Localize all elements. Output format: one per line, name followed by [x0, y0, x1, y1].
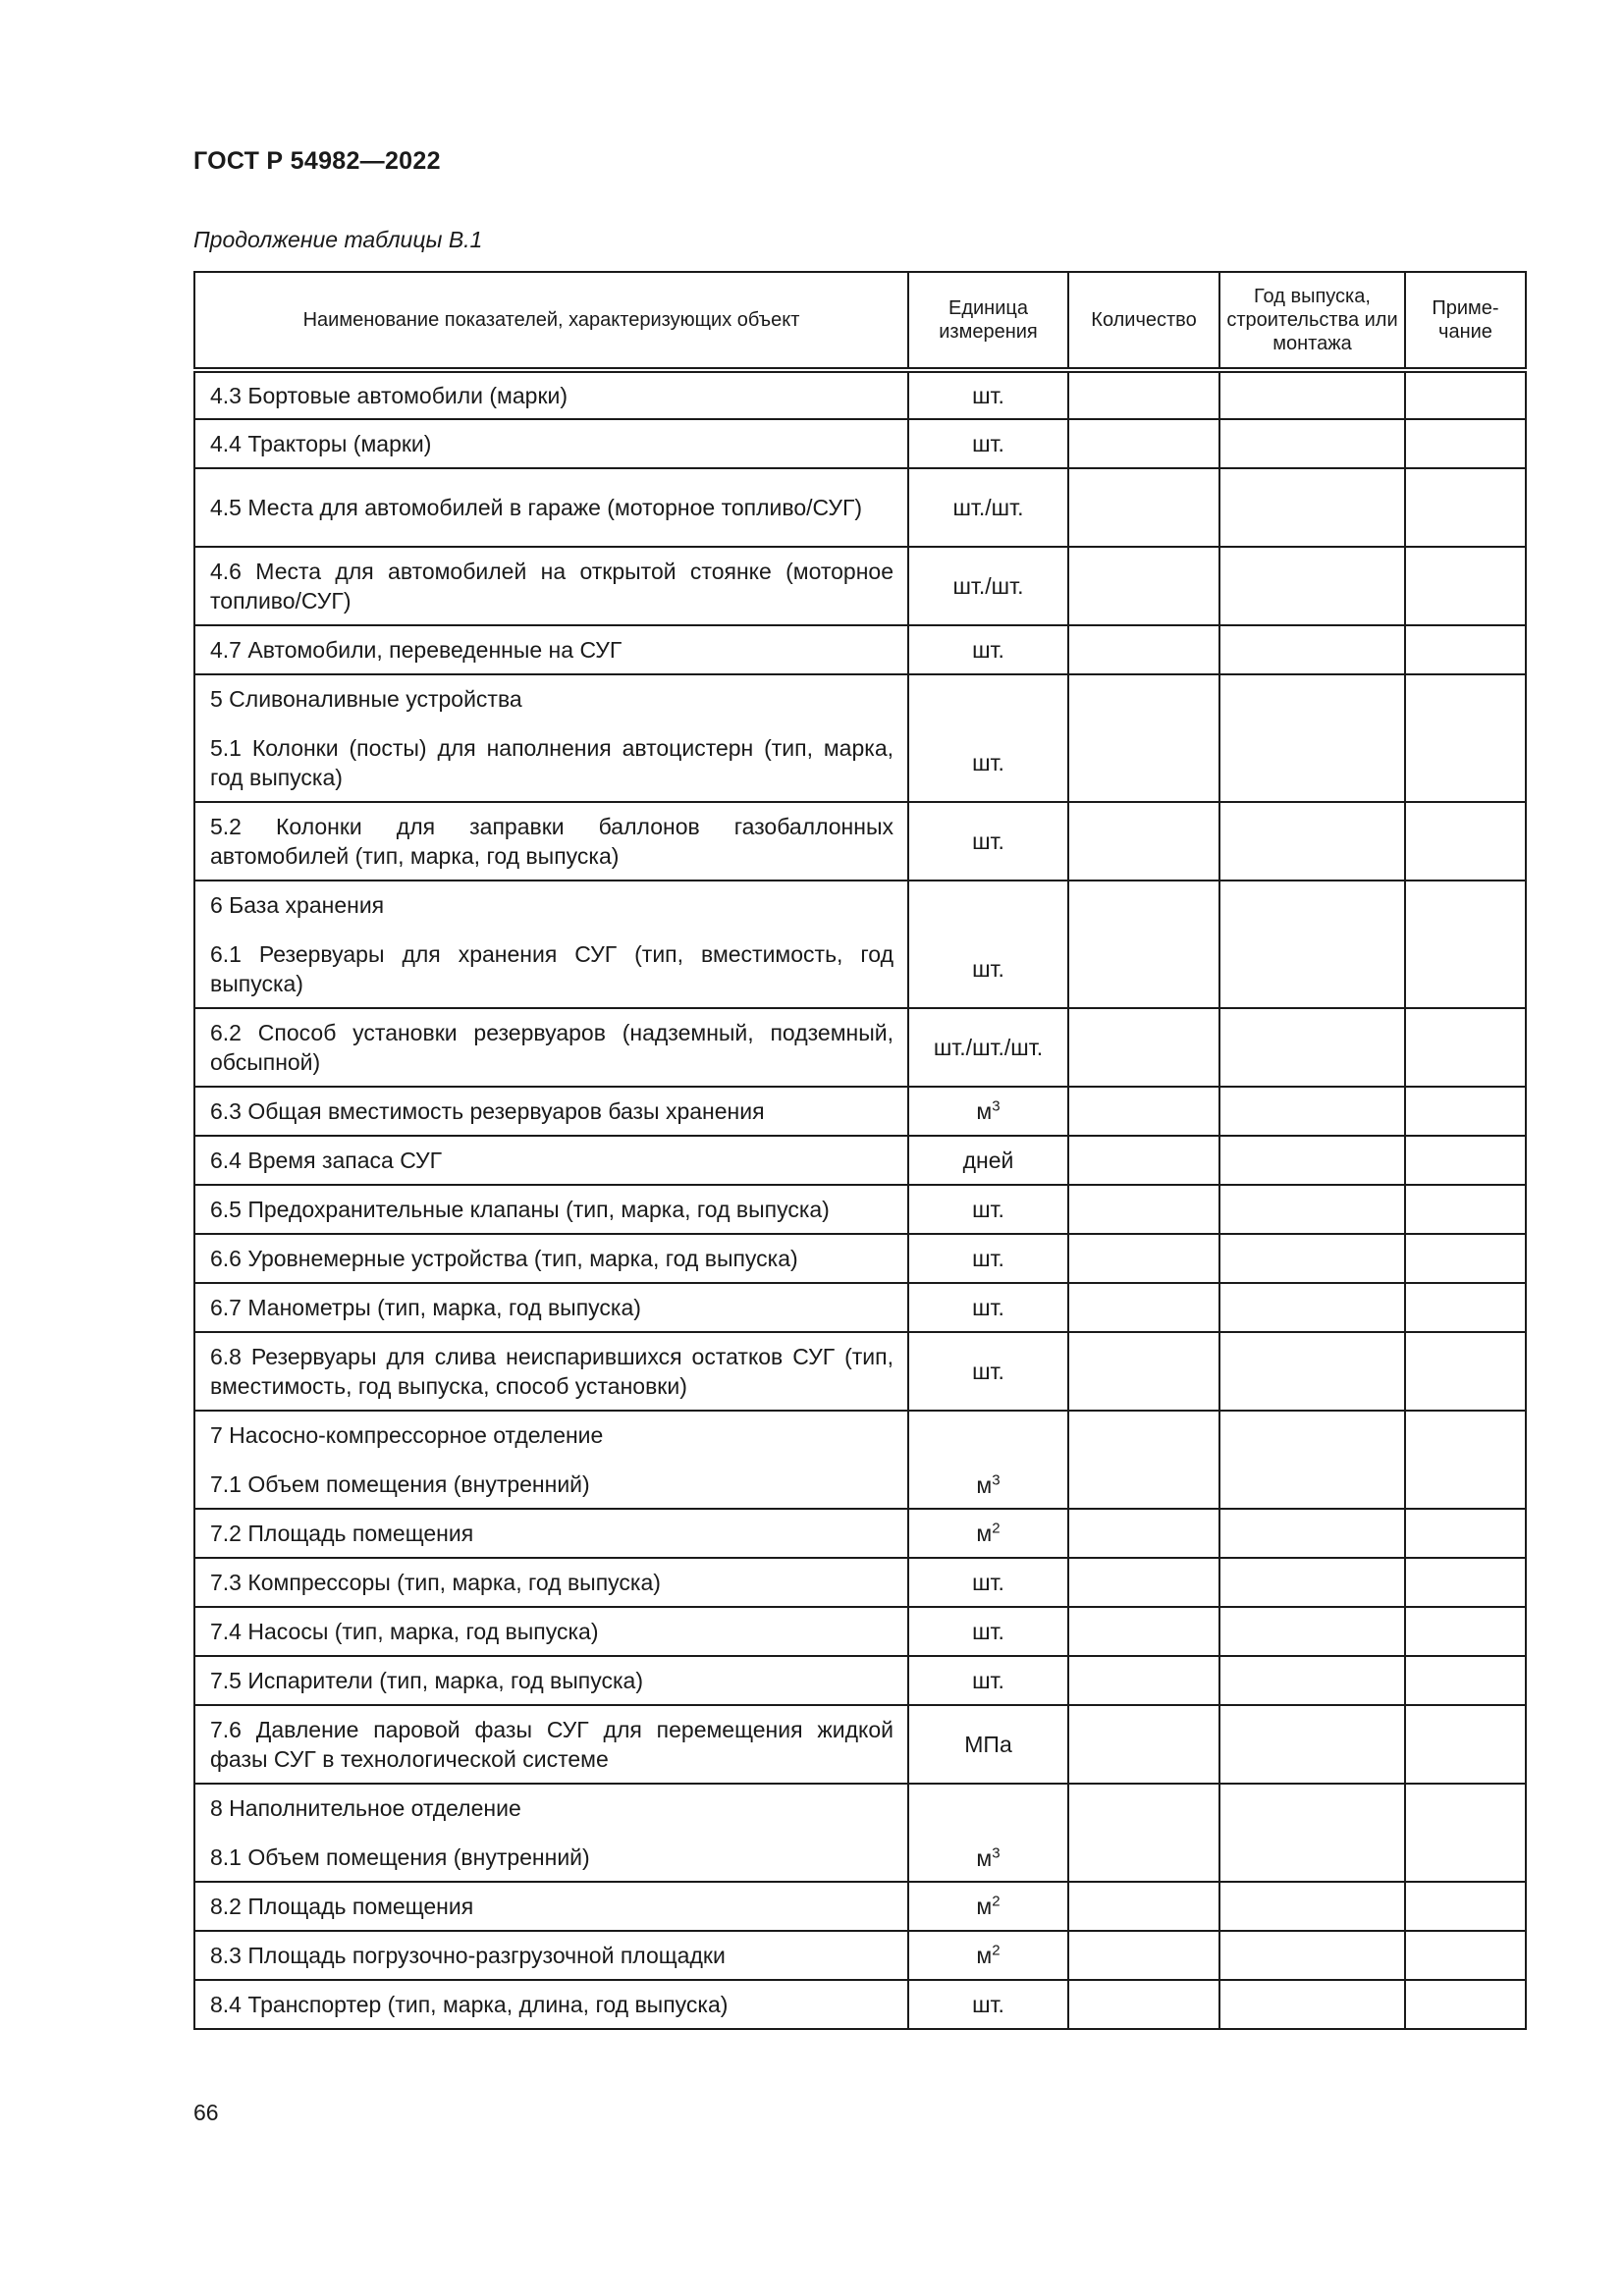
unit-exponent: 2	[992, 1520, 1001, 1537]
table-row	[194, 1332, 1526, 1411]
row-name: 4.5 Места для автомобилей в гараже (моторное топливо/СУГ)	[194, 468, 908, 547]
quantity-cell	[1068, 1705, 1219, 1784]
document-header: ГОСТ Р 54982—2022	[193, 147, 441, 175]
year-cell	[1219, 1136, 1405, 1185]
unit-base: м	[976, 1894, 993, 1919]
quantity-cell	[1068, 802, 1219, 881]
column-header-name: Наименование показателей, характеризующих объект	[194, 272, 908, 370]
table-row	[194, 1656, 1526, 1705]
quantity-cell	[1068, 1008, 1219, 1087]
note-cell	[1405, 547, 1526, 625]
table-header-row	[194, 272, 1526, 370]
table-row	[194, 419, 1526, 468]
note-cell	[1405, 1332, 1526, 1411]
row-name: 7.2 Площадь помещения	[194, 1509, 908, 1558]
quantity-cell	[1068, 1784, 1219, 1882]
row-name: 7.6 Давление паровой фазы СУГ для перемещения жидкой фазы СУГ в технологической системе	[194, 1705, 908, 1784]
note-cell	[1405, 1931, 1526, 1980]
quantity-cell	[1068, 1980, 1219, 2029]
table-row	[194, 370, 1526, 419]
row-unit	[908, 1784, 1068, 1882]
year-cell	[1219, 1411, 1405, 1509]
note-cell	[1405, 1008, 1526, 1087]
note-cell	[1405, 1087, 1526, 1136]
row-unit: шт./шт.	[908, 468, 1068, 547]
column-header-year: Год выпуска, строительства или монтажа	[1219, 272, 1405, 370]
row-name: 8.4 Транспортер (тип, марка, длина, год выпуска)	[194, 1980, 908, 2029]
quantity-cell	[1068, 1136, 1219, 1185]
table-row	[194, 1607, 1526, 1656]
year-cell	[1219, 1931, 1405, 1980]
row-name-text: 7.1 Объем помещения (внутренний)	[210, 1471, 590, 1497]
row-unit: шт.	[908, 1234, 1068, 1283]
section-title: 8 Наполнительное отделение	[210, 1795, 521, 1821]
quantity-cell	[1068, 1931, 1219, 1980]
unit-exponent: 3	[992, 1097, 1001, 1115]
row-name-text: 6.1 Резервуары для хранения СУГ (тип, вместимость, год выпуска)	[210, 941, 893, 996]
note-cell	[1405, 1980, 1526, 2029]
year-cell	[1219, 419, 1405, 468]
year-cell	[1219, 1607, 1405, 1656]
row-name	[194, 1411, 908, 1509]
column-header-note: Приме-чание	[1405, 272, 1526, 370]
row-unit	[908, 1087, 1068, 1136]
row-name: 6.8 Резервуары для слива неиспарившихся остатков СУГ (тип, вместимость, год выпуска, способ установки)	[194, 1332, 908, 1411]
table-row	[194, 1234, 1526, 1283]
note-cell	[1405, 1558, 1526, 1607]
row-unit	[908, 1882, 1068, 1931]
row-unit: шт.	[908, 1558, 1068, 1607]
table-row	[194, 802, 1526, 881]
table-row	[194, 547, 1526, 625]
year-cell	[1219, 1509, 1405, 1558]
unit-base: м	[976, 1943, 993, 1968]
note-cell	[1405, 1136, 1526, 1185]
row-name: 8.2 Площадь помещения	[194, 1882, 908, 1931]
row-name: 4.4 Тракторы (марки)	[194, 419, 908, 468]
table-row	[194, 1980, 1526, 2029]
note-cell	[1405, 419, 1526, 468]
row-unit: шт.	[908, 802, 1068, 881]
quantity-cell	[1068, 468, 1219, 547]
row-unit: шт.	[908, 1980, 1068, 2029]
row-unit: шт.	[908, 419, 1068, 468]
unit-base: м	[976, 1521, 993, 1546]
row-name: 4.3 Бортовые автомобили (марки)	[194, 370, 908, 419]
year-cell	[1219, 1283, 1405, 1332]
table-row	[194, 1558, 1526, 1607]
row-name: 6.3 Общая вместимость резервуаров базы хранения	[194, 1087, 908, 1136]
quantity-cell	[1068, 1185, 1219, 1234]
quantity-cell	[1068, 547, 1219, 625]
note-cell	[1405, 1607, 1526, 1656]
note-cell	[1405, 1283, 1526, 1332]
row-name: 7.4 Насосы (тип, марка, год выпуска)	[194, 1607, 908, 1656]
year-cell	[1219, 674, 1405, 802]
section-gap	[210, 714, 893, 733]
table-row	[194, 1882, 1526, 1931]
note-cell	[1405, 881, 1526, 1008]
quantity-cell	[1068, 1882, 1219, 1931]
table-row	[194, 1784, 1526, 1882]
row-name: 6.4 Время запаса СУГ	[194, 1136, 908, 1185]
row-unit: шт./шт.	[908, 547, 1068, 625]
row-unit: МПа	[908, 1705, 1068, 1784]
section-gap	[210, 1823, 893, 1842]
note-cell	[1405, 1234, 1526, 1283]
note-cell	[1405, 1411, 1526, 1509]
quantity-cell	[1068, 881, 1219, 1008]
year-cell	[1219, 1234, 1405, 1283]
table-caption: Продолжение таблицы В.1	[193, 227, 483, 252]
year-cell	[1219, 1980, 1405, 2029]
unit-base: м	[976, 1472, 993, 1498]
row-name-text: 5.1 Колонки (посты) для наполнения автоцистерн (тип, марка, год выпуска)	[210, 735, 893, 790]
quantity-cell	[1068, 1234, 1219, 1283]
quantity-cell	[1068, 370, 1219, 419]
row-name: 7.3 Компрессоры (тип, марка, год выпуска)	[194, 1558, 908, 1607]
unit-exponent: 2	[992, 1893, 1001, 1910]
table-row	[194, 1931, 1526, 1980]
note-cell	[1405, 1784, 1526, 1882]
table-row	[194, 1008, 1526, 1087]
quantity-cell	[1068, 1558, 1219, 1607]
note-cell	[1405, 802, 1526, 881]
year-cell	[1219, 1332, 1405, 1411]
row-name: 4.6 Места для автомобилей на открытой стоянке (моторное топливо/СУГ)	[194, 547, 908, 625]
table-row	[194, 1087, 1526, 1136]
row-unit: шт.	[908, 1332, 1068, 1411]
quantity-cell	[1068, 1411, 1219, 1509]
note-cell	[1405, 1509, 1526, 1558]
quantity-cell	[1068, 1656, 1219, 1705]
year-cell	[1219, 468, 1405, 547]
row-name	[194, 674, 908, 802]
year-cell	[1219, 1558, 1405, 1607]
unit-exponent: 3	[992, 1844, 1001, 1862]
year-cell	[1219, 547, 1405, 625]
note-cell	[1405, 468, 1526, 547]
column-header-quantity: Количество	[1068, 272, 1219, 370]
row-unit: шт.	[908, 1283, 1068, 1332]
row-name: 5.2 Колонки для заправки баллонов газобаллонных автомобилей (тип, марка, год выпуска)	[194, 802, 908, 881]
note-cell	[1405, 1185, 1526, 1234]
unit-base: м	[976, 1845, 993, 1871]
year-cell	[1219, 1185, 1405, 1234]
row-name	[194, 1784, 908, 1882]
year-cell	[1219, 1087, 1405, 1136]
quantity-cell	[1068, 419, 1219, 468]
unit-exponent: 3	[992, 1471, 1001, 1489]
row-unit: шт.	[908, 625, 1068, 674]
quantity-cell	[1068, 1283, 1219, 1332]
row-unit	[908, 1411, 1068, 1509]
table-row	[194, 1411, 1526, 1509]
specification-table	[193, 271, 1527, 2030]
year-cell	[1219, 1656, 1405, 1705]
row-name: 8.3 Площадь погрузочно-разгрузочной площадки	[194, 1931, 908, 1980]
note-cell	[1405, 625, 1526, 674]
note-cell	[1405, 1656, 1526, 1705]
unit-exponent: 2	[992, 1942, 1001, 1959]
year-cell	[1219, 1705, 1405, 1784]
row-unit: шт.	[908, 674, 1068, 802]
row-unit: шт.	[908, 1607, 1068, 1656]
section-title: 6 База хранения	[210, 892, 385, 918]
section-title: 5 Сливоналивные устройства	[210, 686, 522, 712]
quantity-cell	[1068, 674, 1219, 802]
row-name	[194, 881, 908, 1008]
quantity-cell	[1068, 625, 1219, 674]
row-unit: шт.	[908, 1185, 1068, 1234]
quantity-cell	[1068, 1332, 1219, 1411]
quantity-cell	[1068, 1509, 1219, 1558]
table-row	[194, 1283, 1526, 1332]
page-number: 66	[193, 2100, 219, 2125]
row-name: 6.6 Уровнемерные устройства (тип, марка, год выпуска)	[194, 1234, 908, 1283]
row-unit	[908, 1931, 1068, 1980]
table-row	[194, 468, 1526, 547]
row-unit: дней	[908, 1136, 1068, 1185]
table-row	[194, 1705, 1526, 1784]
table-row	[194, 881, 1526, 1008]
section-title: 7 Насосно-компрессорное отделение	[210, 1422, 604, 1448]
year-cell	[1219, 1882, 1405, 1931]
row-unit: шт./шт./шт.	[908, 1008, 1068, 1087]
row-name: 4.7 Автомобили, переведенные на СУГ	[194, 625, 908, 674]
table-row	[194, 1136, 1526, 1185]
row-unit: шт.	[908, 1656, 1068, 1705]
row-name-text: 8.1 Объем помещения (внутренний)	[210, 1844, 590, 1870]
table-row	[194, 1185, 1526, 1234]
table-row	[194, 625, 1526, 674]
note-cell	[1405, 370, 1526, 419]
year-cell	[1219, 881, 1405, 1008]
note-cell	[1405, 1705, 1526, 1784]
table-row	[194, 674, 1526, 802]
unit-base: м	[976, 1098, 993, 1124]
year-cell	[1219, 1784, 1405, 1882]
row-name: 6.2 Способ установки резервуаров (надземный, подземный, обсыпной)	[194, 1008, 908, 1087]
quantity-cell	[1068, 1607, 1219, 1656]
row-unit: шт.	[908, 881, 1068, 1008]
column-header-unit: Единица измерения	[908, 272, 1068, 370]
quantity-cell	[1068, 1087, 1219, 1136]
row-name: 7.5 Испарители (тип, марка, год выпуска)	[194, 1656, 908, 1705]
year-cell	[1219, 625, 1405, 674]
year-cell	[1219, 1008, 1405, 1087]
note-cell	[1405, 674, 1526, 802]
year-cell	[1219, 370, 1405, 419]
row-name: 6.7 Манометры (тип, марка, год выпуска)	[194, 1283, 908, 1332]
row-name: 6.5 Предохранительные клапаны (тип, марка, год выпуска)	[194, 1185, 908, 1234]
row-unit: шт.	[908, 370, 1068, 419]
note-cell	[1405, 1882, 1526, 1931]
section-gap	[210, 920, 893, 939]
section-gap	[210, 1450, 893, 1469]
row-unit	[908, 1509, 1068, 1558]
year-cell	[1219, 802, 1405, 881]
table-row	[194, 1509, 1526, 1558]
